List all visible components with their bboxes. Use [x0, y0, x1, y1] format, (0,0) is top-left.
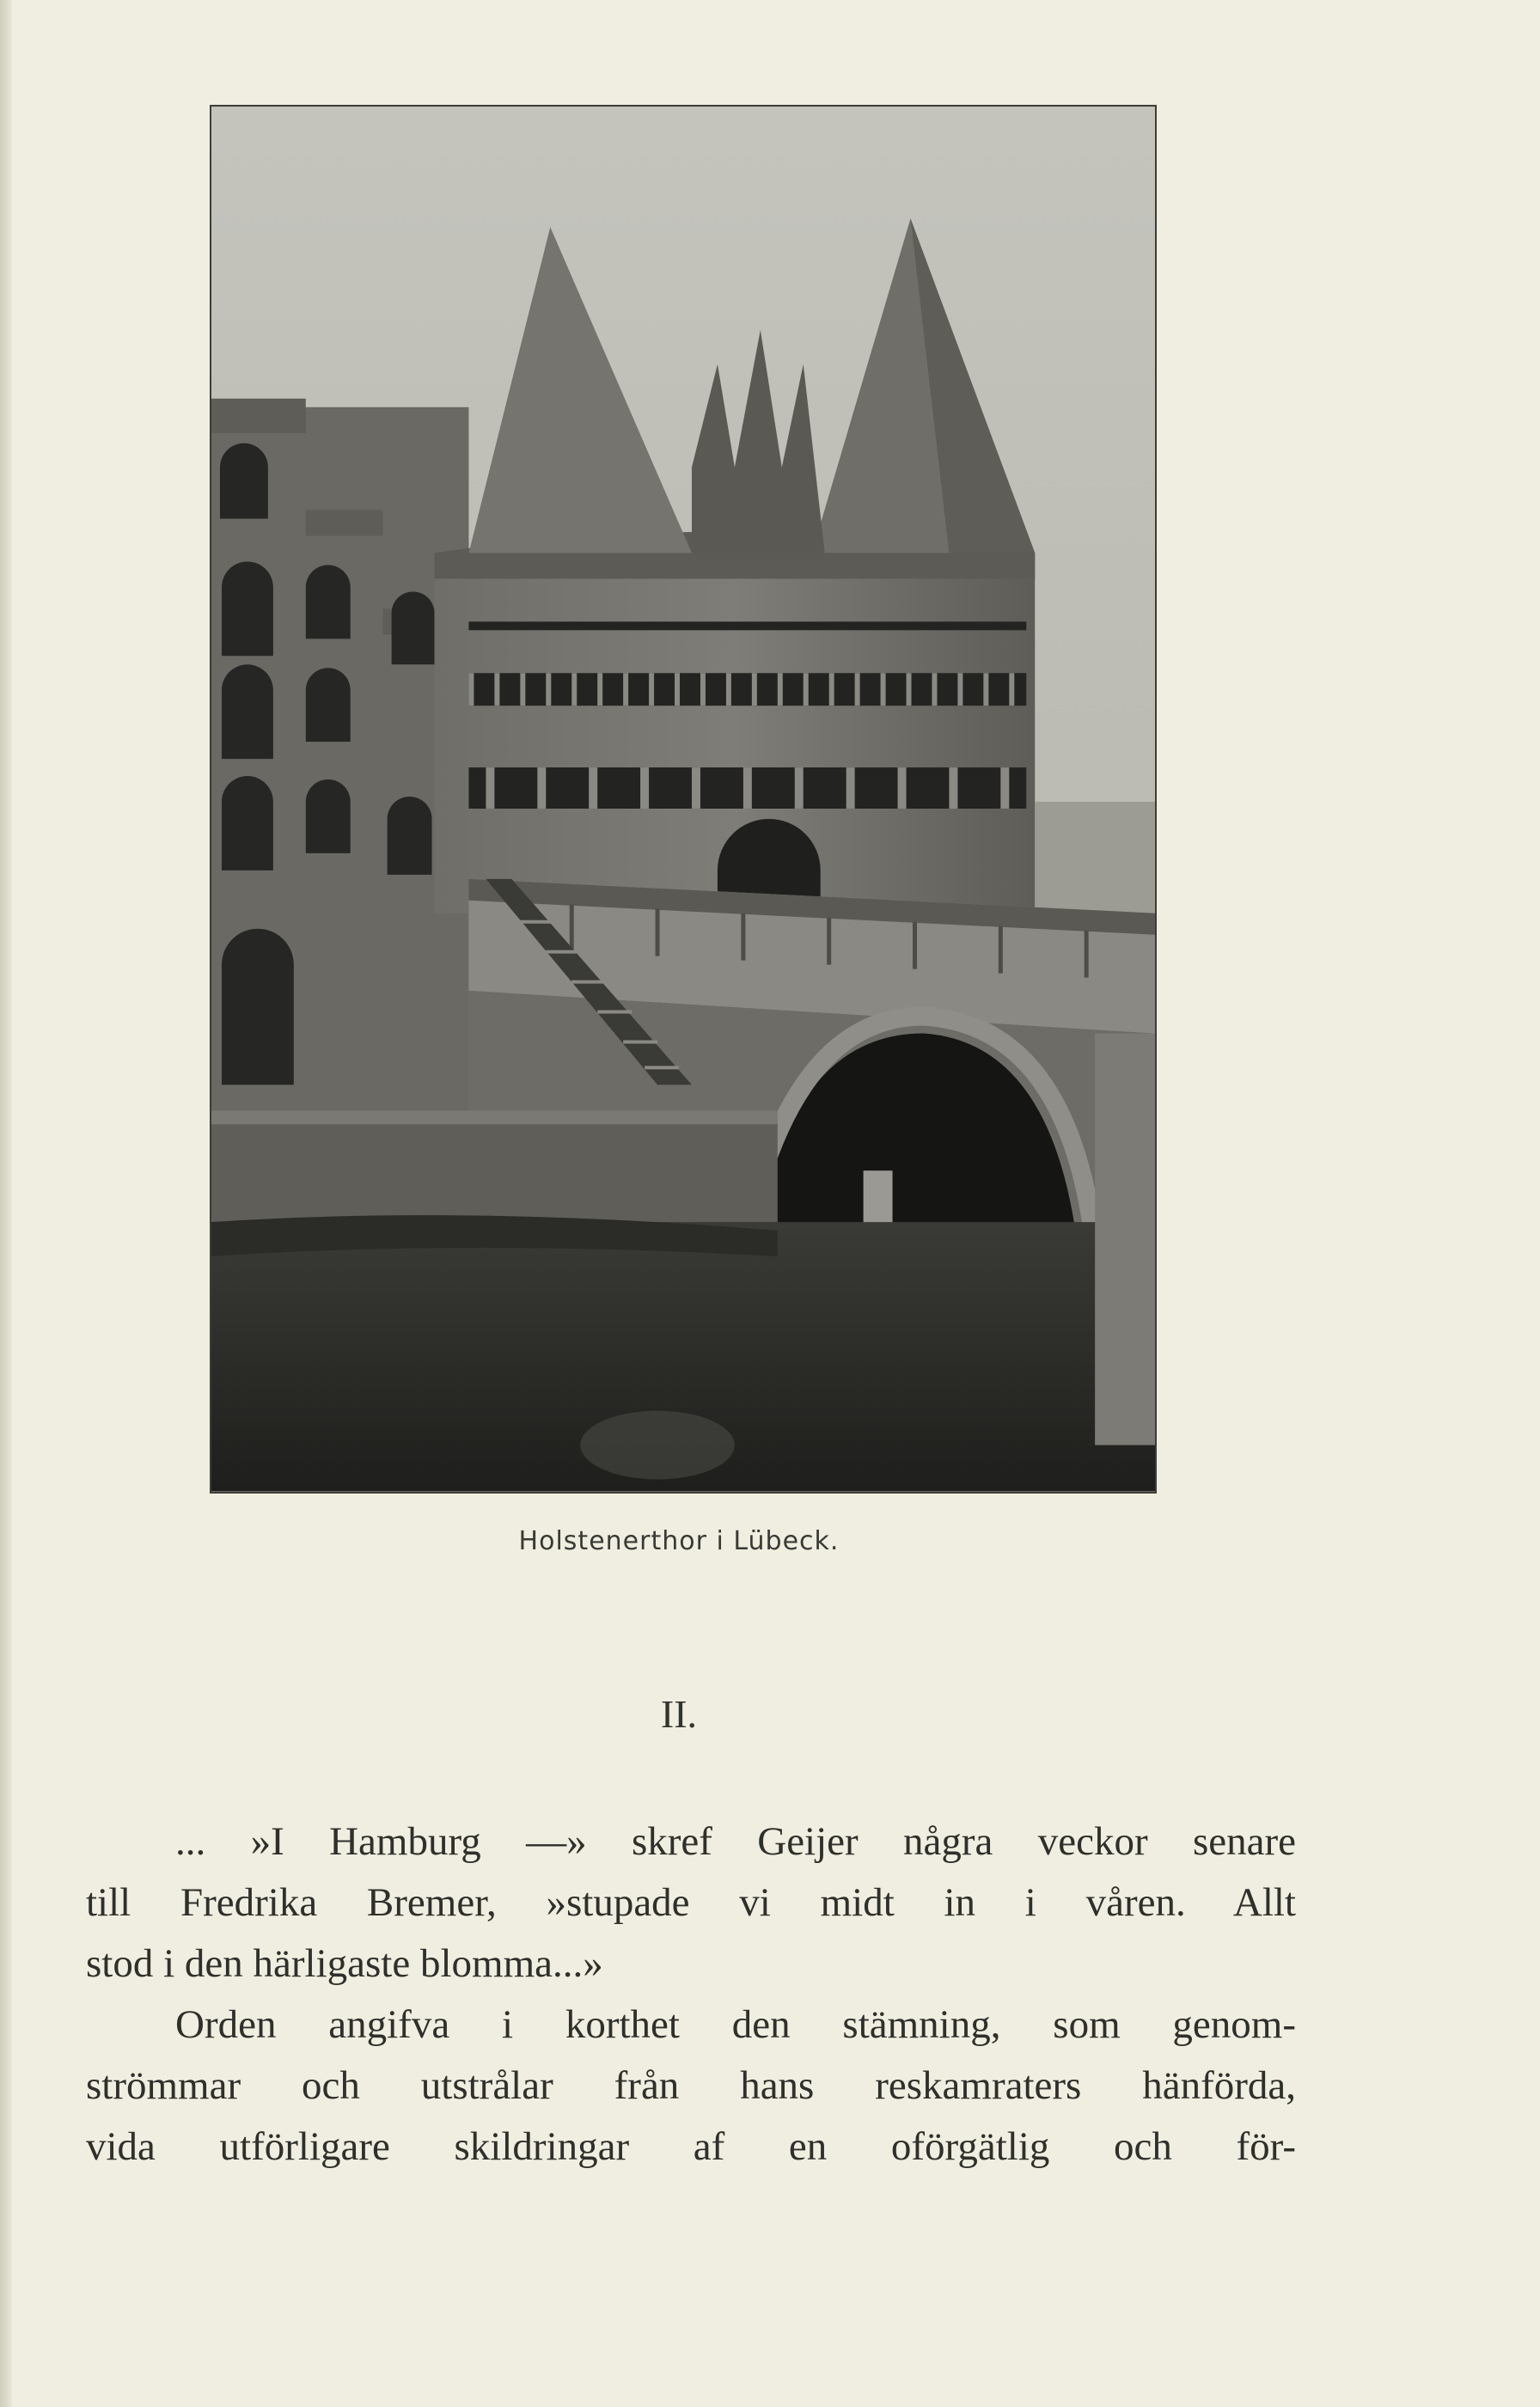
text-line: stod i den härligaste blomma...»: [86, 1941, 603, 1986]
text-line: ... »I Hamburg —» skref Geijer några veckor senare: [175, 1819, 1296, 1864]
holstentor-photograph: [210, 105, 1157, 1494]
text-line: vida utförligare skildringar af en oförgätlig och för-: [86, 2124, 1296, 2169]
photograph-illustration: [211, 107, 1155, 1492]
text-line: Orden angifva i korthet den stämning, som genom-: [175, 2002, 1296, 2047]
text-line: strömmar och utstrålar från hans reskamraters hänförda,: [86, 2063, 1296, 2108]
page-edge: [0, 0, 12, 2407]
body-paragraphs: [86, 1811, 1296, 2178]
text-line: till Fredrika Bremer, »stupade vi midt in i våren. Allt: [86, 1880, 1296, 1925]
section-number: II.: [660, 1692, 698, 1736]
figure-caption: Holstenerthor i Lübeck.: [518, 1526, 840, 1556]
